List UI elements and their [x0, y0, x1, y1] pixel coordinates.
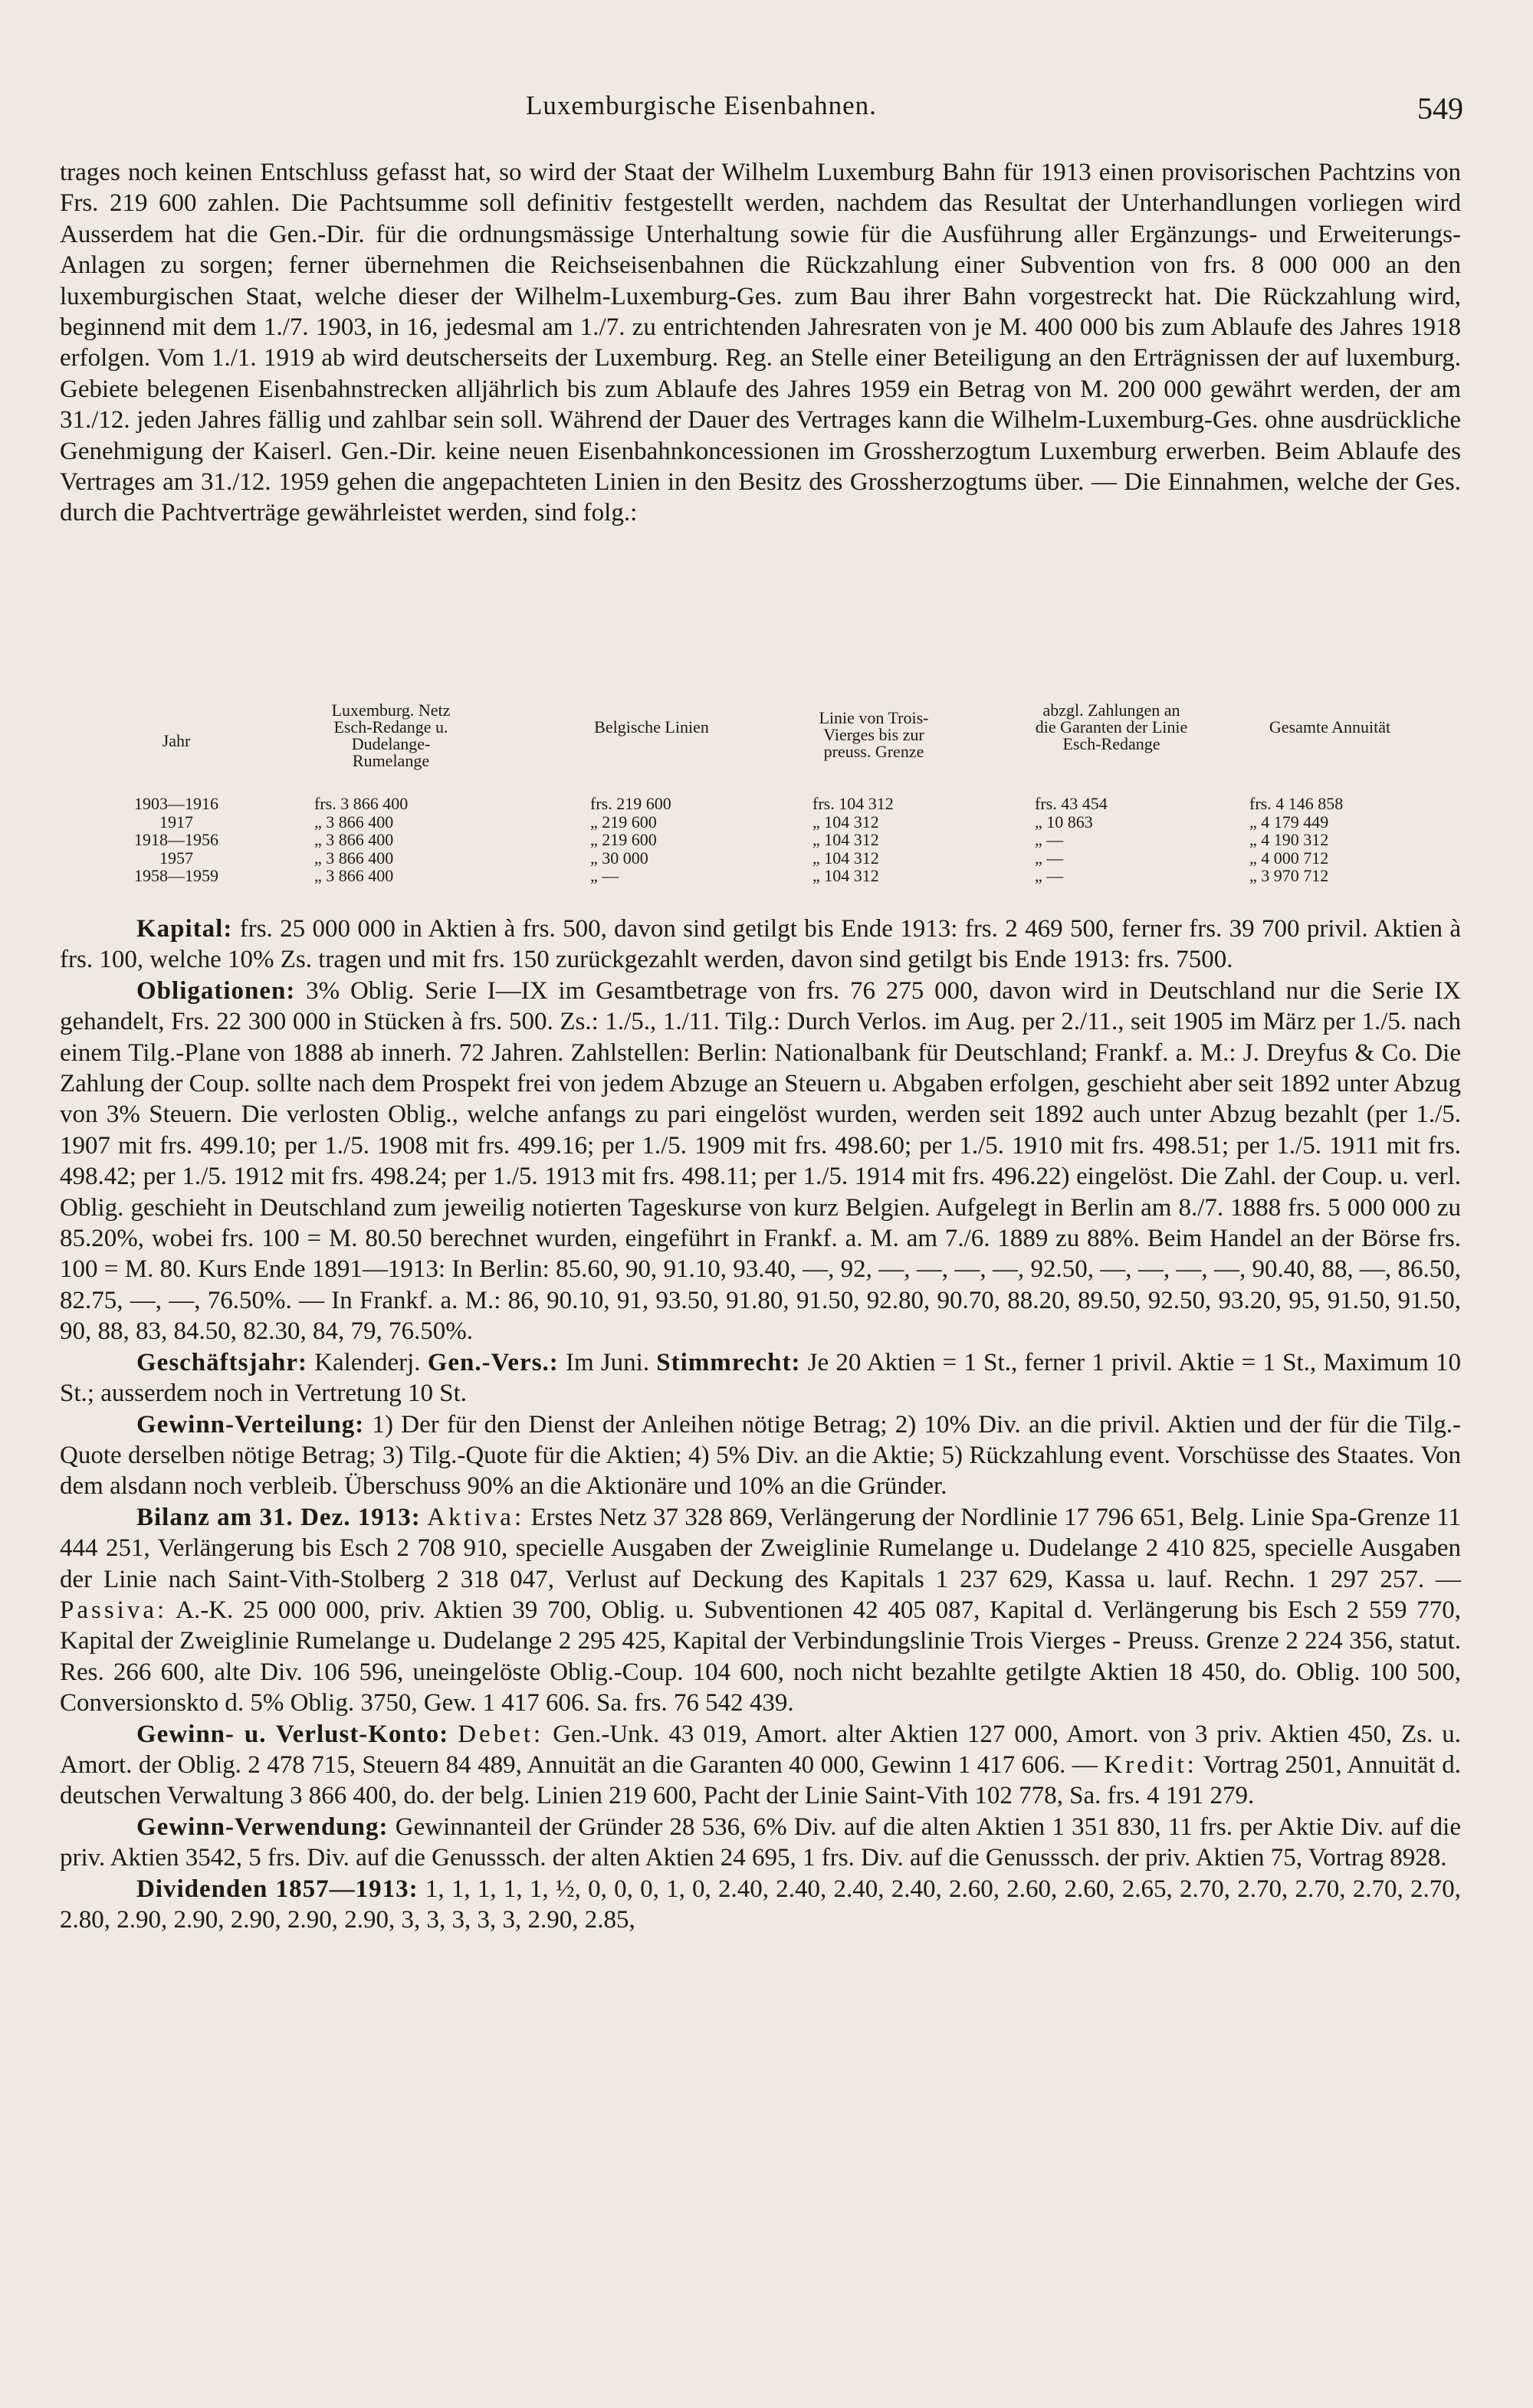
- table-cell: 1918—1956: [134, 830, 218, 849]
- section-label: Dividenden 1857—1913:: [136, 1875, 419, 1903]
- section-gewinn-verteilung: [60, 1409, 1461, 1502]
- table-cell: 1917: [159, 812, 193, 832]
- section-bilanz: [60, 1502, 1461, 1719]
- table-cell: „ 4 190 312: [1249, 830, 1329, 849]
- section-gewinn-verwendung: [60, 1812, 1461, 1874]
- section-text: frs. 25 000 000 in Aktien à frs. 500, davon sind getilgt bis Ende 1913: frs. 2 469 500, ferner frs. 39 700 privil. Aktien à frs. 100, welche 10% Zs. tragen und mit frs. 150 zurückgezahlt werden, davon sind getilgt bis Ende 1913: frs. 7500.: [60, 915, 1461, 974]
- kredit-label: Kredit:: [1104, 1750, 1197, 1779]
- section-text: 3% Oblig. Serie I—IX im Gesamtbetrage von frs. 76 275 000, davon wird in Deutschland nur die Serie IX gehandelt, Frs. 22 300 000 in Stücken à frs. 500. Zs.: 1./5., 1./11. Tilg.: Durch Verlos. im Aug. per 2./11., seit 1905 im März per 1./5. nach einem Tilg.-Plane von 1888 ab innerh. 72 Jahren. Zahlstellen: Berlin: Nationalbank für Deutschland; Frankf. a. M.: J. Dreyfus & Co. Die Zahlung der Coup. sollte nach dem Prospekt frei von jedem Abzuge an Steuern u. Abgaben erfolgen, geschieht aber seit 1892 unter Abzug von 3% Steuern. Die verlosten Oblig., welche anfangs zu pari eingelöst wurden, werden seit 1892 auch unter Abzug bezahlt (per 1./5. 1907 mit frs. 499.10; per 1./5. 1908 mit frs. 499.16; per 1./5. 1909 mit frs. 498.60; per 1./5. 1910 mit frs. 498.51; per 1./5. 1911 mit frs. 498.42; per 1./5. 1912 mit frs. 498.24; per 1./5. 1913 mit frs. 498.11; per 1./5. 1914 mit frs. 496.22) eingelöst. Die Zahl. der Coup. u. verl. Oblig. geschieht in Deutschland zum jeweilig notierten Tageskurse von kurz Belgien. Aufgelegt in Berlin am 8./7. 1888 frs. 5 000 000 zu 85.20%, wobei frs. 100 = M. 80.50 berechnet wurden, eingeführt in Frankf. a. M. am 7./6. 1889 zu 88%. Beim Handel an der Börse frs. 100 = M. 80. Kurs Ende 1891—1913: In Berlin: 85.60, 90, 91.10, 93.40, —, 92, —, —, —, —, 92.50, —, —, —, —, 90.40, 88, —, 86.50, 82.75, —, —, 76.50%. — In Frankf. a. M.: 86, 90.10, 91, 93.50, 91.80, 91.50, 92.80, 90.70, 88.20, 89.50, 92.50, 93.20, 95, 91.50, 91.50, 90, 88, 83, 84.50, 82.30, 84, 79, 76.50%.: [60, 976, 1461, 1346]
- aktiva-text: Erstes Netz 37 328 869, Verlängerung der Nordlinie 17 796 651, Belg. Linie Spa-Grenze 11 444 251, Verlängerung bis Esch 2 708 910, specielle Ausgaben der Zweiglinie Rumelange u. Dudelange 2 410 825, specielle Ausgaben der Linie nach Saint-Vith-Stolberg 2 318 047, Verlust auf Deckung des Kapitals 1 237 629, Kassa u. lauf. Rechn. 1 297 257. —: [60, 1503, 1462, 1593]
- section-label: Gewinn-Verteilung:: [136, 1410, 365, 1439]
- section-label: Gen.-Vers.:: [427, 1348, 559, 1376]
- table-row: [130, 796, 1441, 814]
- table-cell: „ 104 312: [812, 812, 879, 832]
- section-text: 1) Der für den Dienst der Anleihen nötige Betrag; 2) 10% Div. an die privil. Aktien und der für die Tilg.-Quote derselben nötige Betrag; 3) Tilg.-Quote für die Aktien; 4) 5% Div. an die Aktie; 5) Rückzahlung event. Vorschüsse des Staates. Von dem alsdann noch verbleib. Überschuss 90% an die Aktionäre und 10% an die Gründer.: [60, 1410, 1462, 1501]
- section-label: Gewinn-Verwendung:: [136, 1813, 389, 1841]
- table-cell: 1957: [159, 848, 193, 868]
- section-text: Im Juni.: [565, 1348, 650, 1376]
- passiva-text: A.-K. 25 000 000, priv. Aktien 39 700, Oblig. u. Subventionen 42 405 087, Kapital d. Verlängerung bis Esch 2 559 770, Kapital der Zweiglinie Rumelange u. Dudelange 2 295 425, Kapital der Verbindungslinie Trois Vierges - Preuss. Grenze 2 224 356, statut. Res. 266 600, alte Div. 106 596, uneingelöste Oblig.-Coup. 104 600, noch nicht bezahlte getilgte Aktien 18 450, do. Oblig. 100 500, Conversionskto d. 5% Oblig. 3750, Gew. 1 417 606. Sa. frs. 76 542 439.: [60, 1596, 1461, 1717]
- section-label: Kapital:: [136, 915, 233, 943]
- section-geschaeftsjahr: [60, 1347, 1461, 1409]
- table-cell: „ 219 600: [590, 830, 657, 849]
- table-cell: 1958—1959: [134, 866, 218, 885]
- table-cell: „ 3 970 712: [1249, 866, 1329, 885]
- table-cell: „ —: [590, 866, 619, 885]
- passiva-label: Passiva:: [60, 1596, 168, 1624]
- table-cell: „ 104 312: [812, 830, 879, 849]
- table-cell: frs. 4 146 858: [1249, 794, 1344, 813]
- table-cell: „ 3 866 400: [314, 812, 394, 832]
- section-label: Stimmrecht:: [656, 1348, 801, 1376]
- aktiva-label: Aktiva:: [427, 1503, 525, 1531]
- col-header-belgische-linien: Belgische Linien: [594, 717, 709, 737]
- table-cell: „ 30 000: [590, 848, 648, 868]
- intro-paragraph: trages noch keinen Entschluss gefasst hat, so wird der Staat der Wilhelm Luxemburg Bahn für 1913 einen provisorischen Pachtzins von Frs. 219 600 zahlen. Die Pachtsumme soll definitiv festgestellt werden, nachdem das Resultat der Unterhandlungen vorliegen wird Ausserdem hat die Gen.-Dir. für die ordnungsmässige Unterhaltung sowie für die Ausführung aller Ergänzungs- und Erweiterungs-Anlagen zu sorgen; ferner übernehmen die Reichseisenbahnen die Rückzahlung einer Subvention von frs. 8 000 000 an den luxemburgischen Staat, welche dieser der Wilhelm-Luxemburg-Ges. zum Bau ihrer Bahn vorgestreckt hat. Die Rückzahlung wird, beginnend mit dem 1./7. 1903, in 16, jedesmal am 1./7. zu entrichtenden Jahresraten von je M. 400 000 bis zum Ablaufe des Jahres 1918 erfolgen. Vom 1./1. 1919 ab wird deutscherseits der Luxemburg. Reg. an Stelle einer Beteiligung an den Erträgnissen der auf luxemburg. Gebiete belegenen Eisenbahnstrecken alljährlich bis zum Ablaufe des Jahres 1959 ein Betrag von M. 200 000 gewährt werden, der am 31./12. jeden Jahres fällig und zahlbar sein soll. Während der Dauer des Vertrages kann die Wilhelm-Luxemburg-Ges. ohne ausdrückliche Genehmigung der Kaiserl. Gen.-Dir. keine neuen Eisenbahnkoncessionen im Grossherzogtum Luxemburg erwerben. Beim Ablaufe des Vertrages am 31./12. 1959 gehen die angepachteten Linien in den Besitz des Grossherzogtums über. — Die Einnahmen, welche der Ges. durch die Pachtverträge gewährleistet werden, sind folg.:: [60, 159, 1461, 527]
- intro-text: [60, 157, 1461, 529]
- table-row: [130, 832, 1441, 850]
- col-header-jahr: Jahr: [162, 731, 191, 750]
- table-cell: „ 104 312: [812, 848, 879, 868]
- col-header-abzgl-zahlungen: abzgl. Zahlungen an die Garanten der Linie Esch-Redange: [1035, 700, 1188, 753]
- table-cell: „ —: [1035, 830, 1064, 849]
- section-label: Obligationen:: [136, 976, 296, 1005]
- table-cell: „ 4 000 712: [1249, 848, 1329, 868]
- section-text: Je 20 Aktien = 1 St., ferner 1 privil. Aktie = 1 St., Maximum 10 St.; ausserdem noch in Vertretung 10 St.: [60, 1348, 1461, 1408]
- kredit-text: Vortrag 2501, Annuität d. deutschen Verwaltung 3 866 400, do. der belg. Linien 219 600, Pacht der Linie Saint-Vith 102 778, Sa. frs. 4 191 279.: [60, 1750, 1461, 1810]
- table-cell: frs. 3 866 400: [314, 794, 409, 813]
- section-kapital: [60, 914, 1461, 976]
- table-cell: „ 3 866 400: [314, 848, 394, 868]
- table-cell: 1903—1916: [134, 794, 218, 813]
- section-gewinn-verlust: [60, 1719, 1461, 1812]
- section-obligationen: [60, 976, 1461, 1347]
- table-cell: frs. 104 312: [812, 794, 894, 813]
- table-row: [130, 850, 1441, 868]
- table-cell: „ —: [1035, 866, 1064, 885]
- sections-text: [60, 914, 1461, 1935]
- annuity-table: [130, 702, 1441, 886]
- section-label: Bilanz am 31. Dez. 1913:: [136, 1503, 421, 1531]
- table-row: [130, 868, 1441, 886]
- section-dividenden: [60, 1874, 1461, 1936]
- debet-label: Debet:: [458, 1720, 544, 1748]
- table-cell: „ 4 179 449: [1249, 812, 1329, 832]
- table-header: [130, 702, 1441, 796]
- running-header: [0, 90, 1533, 136]
- page-number: 549: [1417, 91, 1463, 126]
- table-cell: „ 10 863: [1035, 812, 1093, 832]
- col-header-trois-vierges: Linie von Trois-Vierges bis zur preuss. Grenze: [819, 708, 929, 761]
- table-row: [130, 814, 1441, 832]
- section-label: Gewinn- u. Verlust-Konto:: [136, 1720, 449, 1748]
- header-title: Luxemburgische Eisenbahnen.: [526, 90, 877, 120]
- table-cell: „ 219 600: [590, 812, 657, 832]
- table-cell: „ 3 866 400: [314, 866, 394, 885]
- col-header-luxemburg-netz: Luxemburg. Netz Esch-Redange u. Dudelange-Rumelange: [331, 700, 451, 770]
- table-cell: „ —: [1035, 848, 1064, 868]
- section-text: Gewinnanteil der Gründer 28 536, 6% Div. auf die alten Aktien 1 351 830, 11 frs. per Aktie Div. auf die priv. Aktien 3542, 5 frs. Div. auf die Genusssch. der alten Aktien 24 695, 1 frs. Div. auf die Genusssch. der priv. Aktien 75, Vortrag 8928.: [60, 1813, 1461, 1872]
- table-cell: frs. 43 454: [1035, 794, 1108, 813]
- section-text: Kalenderj.: [314, 1348, 421, 1376]
- table-cell: frs. 219 600: [590, 794, 671, 813]
- table-cell: „ 104 312: [812, 866, 879, 885]
- debet-text: Gen.-Unk. 43 019, Amort. alter Aktien 127 000, Amort. von 3 priv. Aktien 450, Zs. u. Amort. der Oblig. 2 478 715, Steuern 84 489, Annuität an die Garanten 40 000, Gewinn 1 417 606. —: [60, 1720, 1461, 1779]
- section-text: 1, 1, 1, 1, 1, ½, 0, 0, 0, 1, 0, 2.40, 2.40, 2.40, 2.40, 2.60, 2.60, 2.60, 2.65, 2.70, 2.70, 2.70, 2.70, 2.70, 2.80, 2.90, 2.90, 2.90, 2.90, 2.90, 3, 3, 3, 3, 3, 2.90, 2.85,: [60, 1875, 1461, 1934]
- table-cell: „ 3 866 400: [314, 830, 394, 849]
- col-header-gesamte-annuitaet: Gesamte Annuität: [1269, 717, 1391, 737]
- section-label: Geschäftsjahr:: [136, 1348, 307, 1376]
